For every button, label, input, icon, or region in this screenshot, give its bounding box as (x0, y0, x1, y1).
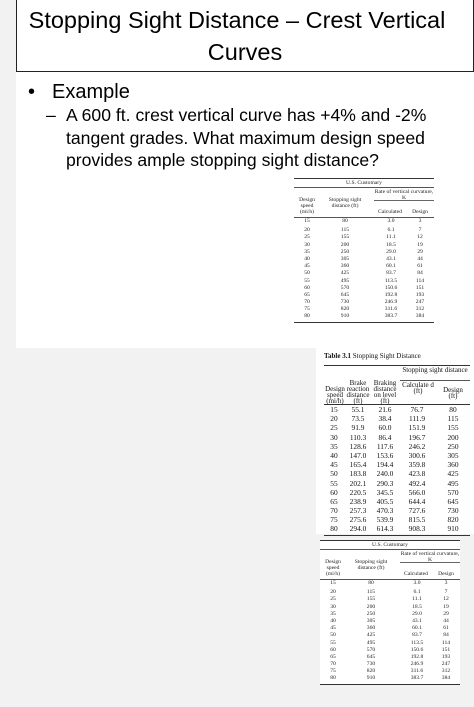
table-cell: 18.5 (412, 603, 422, 610)
table-cell: 115 (340, 227, 350, 234)
table-cell: 384 (441, 675, 451, 682)
table-cell: 645 (447, 496, 459, 506)
table-cell: 275.6 (349, 515, 367, 525)
table-cell: 25 (330, 596, 336, 603)
table-cell: 117.6 (376, 441, 394, 451)
table-cell: 15 (330, 405, 338, 414)
table-row (294, 249, 434, 256)
k-table-header (294, 188, 434, 218)
table-cell: 202.1 (349, 478, 367, 488)
table-row (294, 234, 434, 241)
table-cell: 3.0 (387, 218, 395, 224)
slide-title-line-1: Stopping Sight Distance – Crest Vertical (28, 7, 446, 33)
table-cell: 43.1 (412, 617, 422, 624)
table-row (320, 618, 460, 625)
header-design-speed: Design speed (mi/h) (325, 559, 341, 577)
table-cell: 11.1 (412, 596, 422, 603)
header-stopping-sight-distance: Stopping sight distance (ft) (328, 197, 362, 209)
k-value-table-top (294, 178, 434, 323)
table-cell: 730 (366, 661, 376, 668)
table-cell: 76.7 (410, 405, 424, 414)
table-row (324, 414, 470, 423)
table-cell: 11.1 (386, 234, 396, 241)
table-cell: 44 (443, 617, 449, 624)
table-cell: 345.5 (376, 487, 394, 497)
table-cell: 20 (330, 589, 336, 596)
table-row (320, 668, 460, 675)
table-3-1-header (324, 365, 470, 405)
table-cell: 150.6 (410, 646, 424, 653)
table-cell: 114 (415, 277, 425, 284)
table-cell: 45 (330, 460, 338, 470)
table-cell: 70 (330, 506, 338, 516)
table-cell: 305 (340, 255, 350, 262)
table-cell: 730 (340, 299, 350, 306)
table-cell: 50 (330, 632, 336, 639)
header-calculated: Calculate d (ft) (402, 381, 434, 395)
table-cell: 193 (415, 291, 425, 298)
table-cell: 247 (441, 661, 451, 668)
header-braking-distance: Braking distance on level (ft) (373, 379, 397, 405)
table-cell: 194.4 (376, 460, 394, 470)
table-cell: 45 (304, 263, 310, 270)
table-cell: 61 (417, 263, 423, 270)
table-cell: 495 (340, 277, 350, 284)
table-cell: 570 (366, 646, 376, 653)
header-design-speed: Design speed (mi/h) (325, 385, 345, 405)
slide-title-line-2: Curves (207, 39, 283, 65)
header-calculated: Calculated (378, 209, 402, 215)
table-cell: 35 (304, 248, 310, 255)
table-cell: 645 (340, 291, 350, 298)
table-cell: 21.6 (378, 405, 392, 414)
table-caption-title: Stopping Sight Distance (352, 352, 421, 360)
table-cell: 65 (330, 496, 338, 506)
table-cell: 908.3 (408, 524, 426, 534)
table-cell: 80 (368, 580, 374, 586)
header-rate-of-vertical-curvature: Rate of vertical curvature, K (400, 551, 460, 563)
table-cell: 60.1 (412, 625, 422, 632)
table-cell: 12 (443, 596, 449, 603)
table-cell: 153.6 (376, 450, 394, 460)
table-cell: 29.0 (386, 248, 396, 255)
table-cell: 60 (330, 646, 336, 653)
table-3-1 (324, 352, 470, 536)
table-cell: 91.9 (351, 423, 365, 433)
table-row (324, 515, 470, 524)
table-cell: 147.0 (349, 450, 367, 460)
table-cell: 70 (304, 299, 310, 306)
table-cell: 423.8 (408, 469, 426, 479)
k-table-header (320, 550, 460, 580)
table-cell: 128.6 (349, 441, 367, 451)
table-cell: 727.6 (408, 506, 426, 516)
table-row (294, 278, 434, 285)
table-cell: 111.9 (408, 414, 426, 424)
table-cell: 45 (330, 625, 336, 632)
table-3-1-caption (324, 352, 470, 361)
table-cell: 6.1 (413, 589, 421, 596)
table-cell: 80 (449, 405, 457, 414)
table-cell: 151 (415, 284, 425, 291)
table-row (320, 625, 460, 632)
table-cell: 12 (417, 234, 423, 241)
table-cell: 247 (415, 299, 425, 306)
table-cell: 61 (443, 625, 449, 632)
table-cell: 238.9 (349, 496, 367, 506)
table-cell: 910 (366, 675, 376, 682)
table-row (320, 675, 460, 682)
table-cell: 820 (340, 306, 350, 313)
table-cell: 570 (447, 487, 459, 497)
table-cell: 115 (366, 589, 376, 596)
table-cell: 84 (417, 270, 423, 277)
k-table-bottom-rule (320, 683, 460, 685)
table-cell: 359.8 (408, 460, 426, 470)
table-cell: 84 (443, 632, 449, 639)
table-cell: 360 (447, 460, 459, 470)
table-cell: 80 (330, 524, 338, 534)
table-cell: 220.5 (349, 487, 367, 497)
table-cell: 425 (447, 469, 459, 479)
k-table-bottom-rule (294, 321, 434, 323)
table-cell: 250 (340, 248, 350, 255)
table-row (294, 227, 434, 234)
bullet-dot: • (28, 81, 36, 103)
table-row (294, 299, 434, 306)
table-cell: 35 (330, 441, 338, 451)
table-cell: 820 (447, 515, 459, 525)
table-row (324, 405, 470, 414)
header-design: Design (ft) (443, 386, 463, 400)
table-cell: 43.1 (386, 255, 396, 262)
table-cell: 25 (304, 234, 310, 241)
table-row (324, 479, 470, 488)
sub-bullet-text: A 600 ft. crest vertical curve has +4% and -2% tangent grades. What maximum design speed provides ample stopping sight distance? (66, 105, 427, 170)
table-cell: 820 (366, 668, 376, 675)
table-row (324, 497, 470, 506)
table-cell: 495 (447, 478, 459, 488)
table-cell: 55 (330, 478, 338, 488)
slide-title-box (16, 0, 474, 72)
table-cell: 110.3 (349, 432, 367, 442)
table-cell: 155 (447, 423, 459, 433)
table-cell: 566.0 (408, 487, 426, 497)
table-cell: 15 (304, 218, 310, 224)
k-table-group-header: U.S. Customary (320, 540, 460, 550)
sub-bullet-dash: – (46, 105, 56, 125)
table-cell: 75 (304, 306, 310, 313)
table-cell: 246.2 (408, 441, 426, 451)
table-cell: 55 (304, 277, 310, 284)
table-cell: 240.0 (376, 469, 394, 479)
table-row (324, 451, 470, 460)
table-cell: 192.8 (384, 291, 398, 298)
table-row (294, 285, 434, 292)
table-cell: 425 (340, 270, 350, 277)
table-cell: 15 (330, 580, 336, 586)
k-table-body-bottom (320, 580, 460, 683)
table-cell: 70 (330, 661, 336, 668)
table-cell: 492.4 (408, 478, 426, 488)
table-cell: 20 (304, 227, 310, 234)
table-cell: 250 (447, 441, 459, 451)
table-cell: 165.4 (349, 460, 367, 470)
table-cell: 114 (441, 639, 451, 646)
table-cell: 55 (330, 639, 336, 646)
table-row (320, 604, 460, 611)
table-3-1-panel (316, 348, 474, 534)
table-3-1-bottom-rule (324, 535, 470, 536)
table-row (294, 256, 434, 263)
table-cell: 614.3 (376, 524, 394, 534)
table-cell: 246.9 (410, 661, 424, 668)
table-cell: 311.6 (384, 306, 398, 313)
table-row (294, 242, 434, 249)
table-3-1-body (324, 405, 470, 534)
table-cell: 80 (304, 313, 310, 320)
table-cell: 65 (330, 653, 336, 660)
table-row (294, 292, 434, 299)
table-cell: 50 (330, 469, 338, 479)
table-cell: 246.9 (384, 299, 398, 306)
table-cell: 29.0 (412, 610, 422, 617)
header-rule (400, 562, 460, 563)
table-cell: 60 (304, 284, 310, 291)
table-cell: 294.0 (349, 524, 367, 534)
header-design-speed: Design speed (mi/h) (299, 197, 315, 215)
table-cell: 425 (366, 632, 376, 639)
table-cell: 7 (444, 589, 448, 596)
sub-bullet (46, 104, 466, 172)
header-stopping-sight-distance: Stopping sight distance (ft) (354, 559, 388, 571)
table-cell: 18.5 (386, 241, 396, 248)
header-rate-of-vertical-curvature: Rate of vertical curvature, K (374, 189, 434, 201)
table-row (324, 524, 470, 533)
table-cell: 73.5 (351, 414, 365, 424)
table-cell: 115 (447, 414, 459, 424)
table-row (294, 270, 434, 277)
table-cell: 75 (330, 515, 338, 525)
table-cell: 250 (366, 610, 376, 617)
table-cell: 305 (447, 450, 459, 460)
table-cell: 29 (417, 248, 423, 255)
table-cell: 150.6 (384, 284, 398, 291)
table-cell: 50 (304, 270, 310, 277)
table-cell: 86.4 (378, 432, 392, 442)
table-cell: 40 (330, 617, 336, 624)
table-cell: 60.0 (378, 423, 392, 433)
table-cell: 257.3 (349, 506, 367, 516)
table-cell: 300.6 (408, 450, 426, 460)
table-cell: 113.5 (384, 277, 398, 284)
table-row (294, 263, 434, 270)
table-row (320, 589, 460, 596)
table-cell: 19 (417, 241, 423, 248)
table-cell: 383.7 (410, 675, 424, 682)
header-design: Design (438, 571, 454, 577)
table-cell: 495 (366, 639, 376, 646)
table-cell: 3 (444, 580, 448, 586)
slide (16, 0, 474, 348)
table-cell: 30 (330, 603, 336, 610)
table-cell: 644.4 (408, 496, 426, 506)
table-cell: 65 (304, 291, 310, 298)
table-row (294, 306, 434, 313)
header-rule (374, 200, 434, 201)
table-cell: 30 (304, 241, 310, 248)
table-cell: 200 (366, 603, 376, 610)
table-cell: 19 (443, 603, 449, 610)
bullet-example (28, 80, 130, 104)
table-cell: 360 (340, 263, 350, 270)
table-cell: 80 (330, 675, 336, 682)
table-row (324, 506, 470, 515)
table-cell: 312 (415, 306, 425, 313)
table-cell: 38.4 (378, 414, 392, 424)
table-cell: 155 (366, 596, 376, 603)
table-cell: 83.7 (386, 270, 396, 277)
header-calculated: Calculated (404, 571, 428, 577)
table-row (294, 313, 434, 320)
table-cell: 3 (418, 218, 422, 224)
table-cell: 151 (441, 646, 451, 653)
table-cell: 75 (330, 668, 336, 675)
table-cell: 35 (330, 610, 336, 617)
k-table-group-header: U.S. Customary (294, 178, 434, 188)
table-cell: 7 (418, 227, 422, 234)
table-cell: 305 (366, 617, 376, 624)
table-cell: 3.0 (413, 580, 421, 586)
table-cell: 151.9 (408, 423, 426, 433)
header-design: Design (412, 209, 428, 215)
table-cell: 44 (417, 255, 423, 262)
table-cell: 55.1 (351, 405, 365, 414)
table-row (320, 640, 460, 647)
table-cell: 815.5 (408, 515, 426, 525)
table-cell: 539.9 (376, 515, 394, 525)
table-cell: 20 (330, 414, 338, 424)
table-row (320, 632, 460, 639)
table-cell: 910 (447, 524, 459, 534)
table-cell: 6.1 (387, 227, 395, 234)
table-row (324, 442, 470, 451)
table-row (324, 460, 470, 469)
header-stopping-sight-distance-group: Stopping sight distance (402, 366, 468, 374)
table-cell: 29 (443, 610, 449, 617)
table-cell: 730 (447, 506, 459, 516)
table-cell: 405.5 (376, 496, 394, 506)
table-cell: 384 (415, 313, 425, 320)
table-cell: 196.7 (408, 432, 426, 442)
table-cell: 910 (340, 313, 350, 320)
table-cell: 311.6 (410, 668, 424, 675)
table-cell: 30 (330, 432, 338, 442)
table-cell: 200 (340, 241, 350, 248)
table-cell: 40 (304, 255, 310, 262)
table-cell: 83.7 (412, 632, 422, 639)
table-cell: 312 (441, 668, 451, 675)
table-cell: 570 (340, 284, 350, 291)
k-table-body-top (294, 218, 434, 321)
k-value-table-bottom (320, 540, 460, 685)
table-row (320, 647, 460, 654)
table-cell: 383.7 (384, 313, 398, 320)
table-row (294, 218, 434, 225)
table-cell: 183.8 (349, 469, 367, 479)
header-brake-reaction: Brake reaction distance (ft) (346, 379, 370, 405)
table-row (324, 433, 470, 442)
table-row (320, 661, 460, 668)
table-cell: 200 (447, 432, 459, 442)
table-cell: 192.8 (410, 653, 424, 660)
table-cell: 60 (330, 487, 338, 497)
table-row (324, 488, 470, 497)
table-cell: 80 (342, 218, 348, 224)
table-cell: 155 (340, 234, 350, 241)
table-row (320, 596, 460, 603)
bullet-example-text: Example (52, 81, 130, 103)
table-cell: 290.3 (376, 478, 394, 488)
table-cell: 645 (366, 653, 376, 660)
table-row (320, 654, 460, 661)
table-row (320, 580, 460, 587)
table-caption-label: Table 3.1 (324, 352, 351, 360)
table-cell: 25 (330, 423, 338, 433)
table-cell: 40 (330, 450, 338, 460)
table-cell: 470.3 (376, 506, 394, 516)
table-row (324, 423, 470, 432)
table-cell: 193 (441, 653, 451, 660)
table-row (324, 469, 470, 478)
table-row (320, 611, 460, 618)
table-cell: 60.1 (386, 263, 396, 270)
table-cell: 113.5 (410, 639, 424, 646)
table-cell: 360 (366, 625, 376, 632)
